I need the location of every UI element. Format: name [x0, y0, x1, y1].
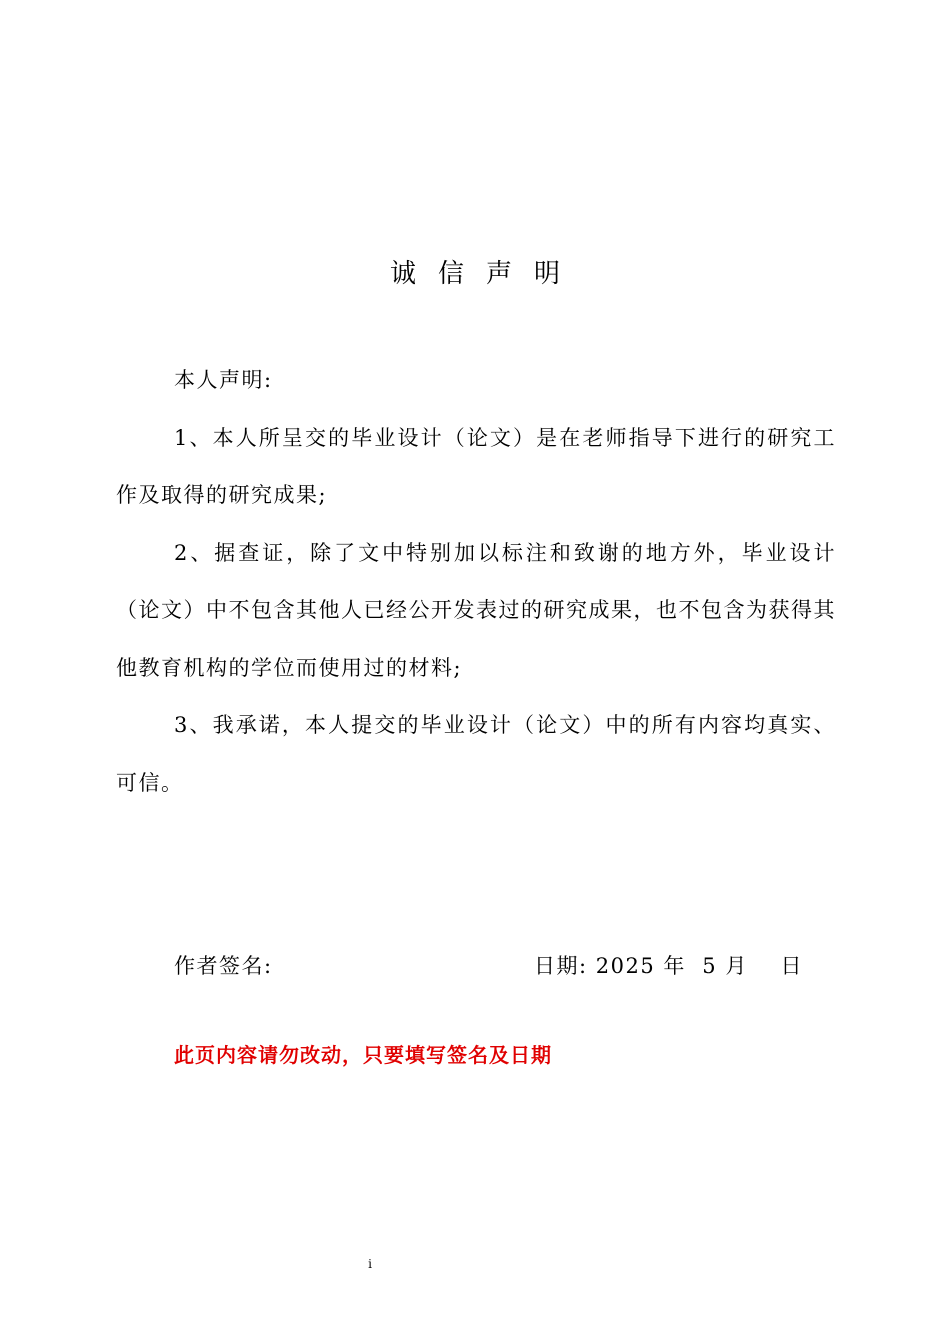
declaration-item-1: 1、本人所呈交的毕业设计（论文）是在老师指导下进行的研究工作及取得的研究成果;: [116, 425, 836, 507]
date-year-unit: 年: [663, 954, 686, 978]
page-title: 诚信声明: [389, 259, 582, 289]
date-month: 5: [702, 954, 718, 978]
declaration-intro: 本人声明:: [174, 368, 273, 392]
author-signature-label: 作者签名:: [174, 954, 273, 978]
date-day-unit: 日: [780, 954, 804, 978]
signature-row: [0, 948, 950, 988]
declaration-item-3: 3、我承诺，本人提交的毕业设计（论文）中的所有内容均真实、可信。: [116, 713, 836, 795]
date-year: 2025: [595, 954, 656, 978]
declaration-body: [116, 352, 836, 812]
edit-warning-notice: 此页内容请勿改动，只要填写签名及日期: [174, 1043, 552, 1067]
date-label: 日期:: [534, 954, 588, 978]
declaration-item-2: 2、据查证，除了文中特别加以标注和致谢的地方外，毕业设计（论文）中不包含其他人已经公开发表过的研究成果，也不包含为获得其他教育机构的学位而使用过的材料;: [116, 540, 836, 680]
page-number: i: [368, 1257, 372, 1271]
date-field: [534, 948, 803, 984]
date-month-unit: 月: [725, 954, 748, 978]
